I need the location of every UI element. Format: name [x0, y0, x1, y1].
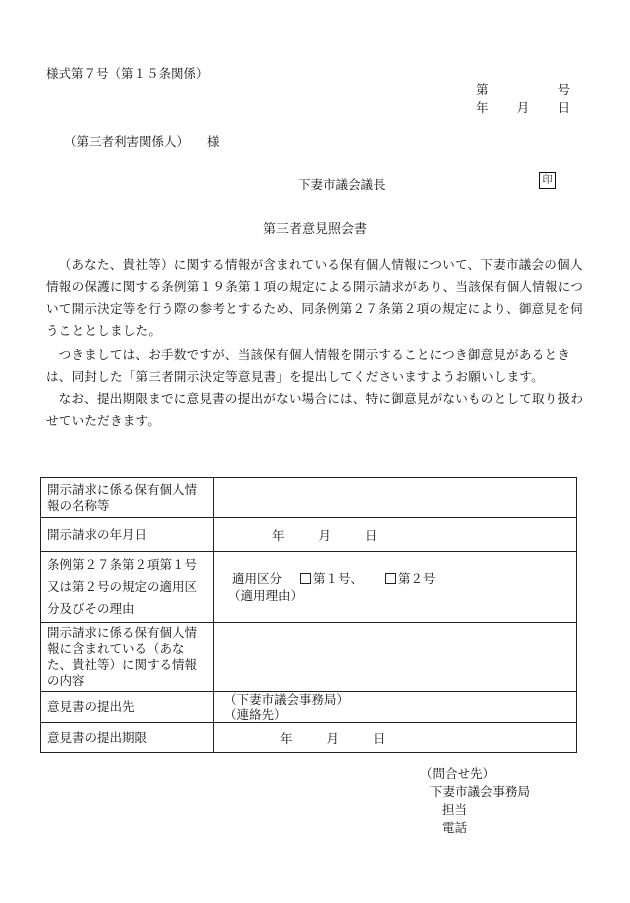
- form-number: 様式第７号（第１５条関係）: [46, 66, 209, 81]
- recipient-honorific: 様: [207, 134, 220, 149]
- table-label-personal-info-name: 開示請求に係る保有個人情報の名称等: [41, 478, 214, 518]
- recipient-name: （第三者利害関係人）: [64, 134, 190, 149]
- table-label-application-category: 条例第２７条第２項第１号又は第２号の規定の適用区分及びその理由: [41, 552, 214, 623]
- table-label-submission-deadline: 意見書の提出期限: [41, 723, 214, 753]
- contact-heading: （問合せ先）: [420, 766, 496, 781]
- checkbox-icon: [385, 573, 396, 584]
- table-row: [41, 552, 577, 623]
- contact-person: 担当: [442, 802, 468, 817]
- request-date-day: 日: [364, 527, 378, 543]
- deadline-day: 日: [372, 730, 386, 746]
- document-date-month: 月: [516, 100, 530, 115]
- document-number-suffix: 号: [557, 82, 570, 97]
- request-date-field[interactable]: [214, 518, 577, 552]
- application-category-label: 適用区分: [232, 571, 283, 586]
- document-date-day: 日: [557, 100, 570, 115]
- contact-phone: 電話: [442, 820, 468, 835]
- submission-deadline-field[interactable]: [214, 723, 577, 753]
- table-row: [41, 692, 577, 723]
- document-date-line: [476, 98, 570, 116]
- body-paragraph-3: なお、提出期限までに意見書の提出がない場合には、特に御意見がないものとして取り扱わせていただきます。: [46, 391, 584, 428]
- option-1-label: 第１号、: [312, 571, 363, 586]
- table-label-request-date: 開示請求の年月日: [41, 518, 214, 552]
- table-row: [41, 623, 577, 692]
- checkbox-icon: [300, 573, 311, 584]
- personal-info-name-field[interactable]: [214, 478, 577, 518]
- body-paragraph-2: つきましては、お手数ですが、当該保有個人情報を開示することにつき御意見があるときは、同封した「第三者開示決定等意見書」を提出してくださいますようお願いします。: [46, 347, 571, 384]
- submission-contact: （連絡先）: [224, 707, 287, 722]
- inquiry-table: [40, 477, 577, 753]
- option-2-checkbox[interactable]: [385, 571, 436, 586]
- request-date-month: 月: [318, 527, 331, 543]
- table-row: [41, 478, 577, 518]
- document-number-prefix: 第: [476, 82, 489, 97]
- information-content-field[interactable]: [214, 623, 577, 692]
- submission-destination-field: [214, 692, 577, 723]
- deadline-month: 月: [326, 730, 339, 746]
- application-reason-label: （適用理由）: [228, 588, 304, 603]
- request-date-year: 年: [271, 527, 285, 543]
- document-title: 第三者意見照会書: [262, 222, 367, 237]
- deadline-year: 年: [279, 730, 293, 746]
- table-label-information-content: 開示請求に係る保有個人情報に含まれている（あなた、貴社等）に関する情報の内容: [41, 623, 214, 692]
- sender-name: 下妻市議会議長: [298, 177, 386, 192]
- table-label-submission-destination: 意見書の提出先: [41, 692, 214, 723]
- document-number-line: [476, 80, 570, 98]
- submission-office: （下妻市議会事務局）: [224, 692, 350, 707]
- table-row: [41, 723, 577, 753]
- table-row: [41, 518, 577, 552]
- body-paragraph-1: （あなた、貴社等）に関する情報が含まれている保有個人情報について、下妻市議会の個人情報の保護に関する条例第１９条第１項の規定による開示請求があり、当該保有個人情報について開示決定等を行う際の参考とするため、同条例第２７条第２項の規定により、御意見を伺うこととしました。: [46, 257, 584, 338]
- contact-block: [420, 765, 530, 837]
- application-category-field: [214, 552, 577, 623]
- contact-office: 下妻市議会事務局: [430, 784, 531, 799]
- option-1-checkbox[interactable]: [300, 571, 363, 586]
- option-2-label: 第２号: [397, 571, 436, 586]
- document-date-year: 年: [476, 100, 489, 115]
- seal-mark: 印: [539, 172, 556, 189]
